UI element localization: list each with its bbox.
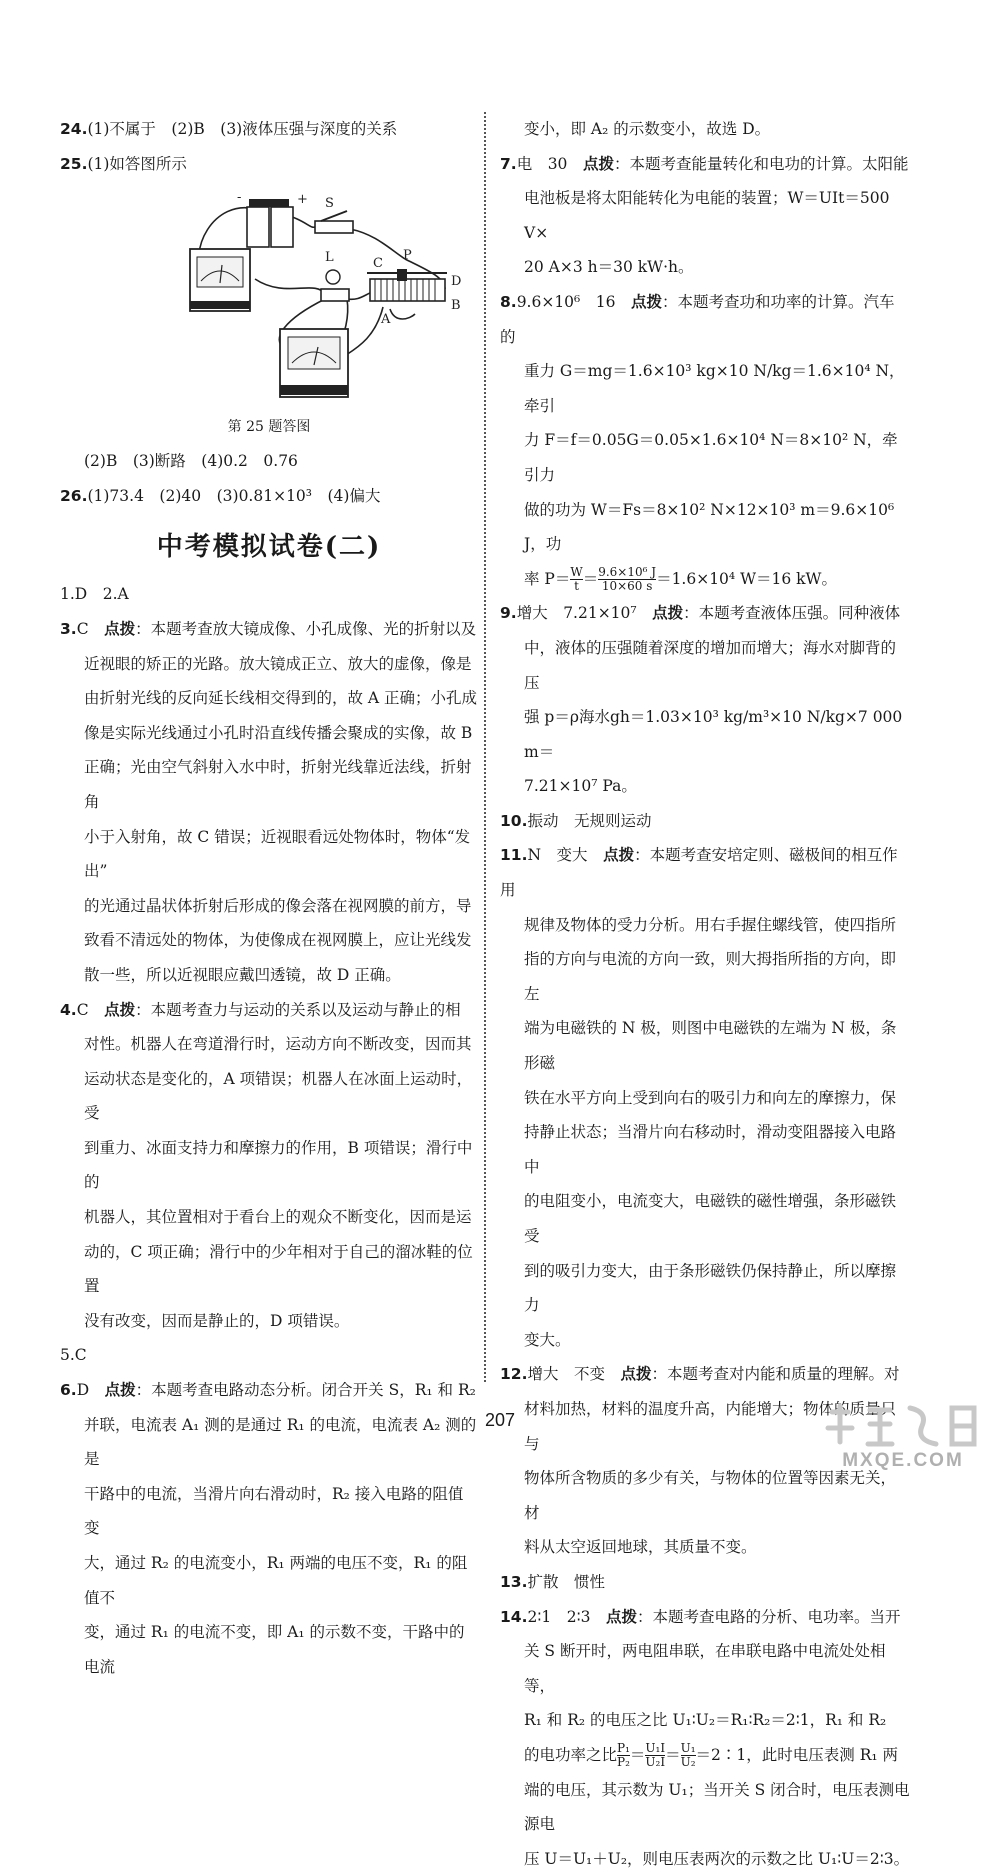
circuit-figure (175, 189, 475, 404)
lamp (321, 270, 349, 301)
wire (390, 309, 415, 319)
answer-14: 14.2∶1 2∶3 点拨：本题考查电路的分析、电功率。当开 关 S 断开时，两电阻串联，在串联电路中电流处处相等， R₁ 和 R₂ 的电压之比 U₁∶U₂＝R₁∶R₂＝2∶1，R₁ 和 R₂ 的电功率之比 $\frac{\text{P₁}}{\text{P₂}}$ ＝ $\frac{\text{U₁I}}{\text{U₂I}}$ ＝ $\frac{\text{U₁}}{\text{U₂}}$ ＝2∶1，此时电压表测 R₁ 两 端的电压，其示数为 U₁；当开关 S 闭合时，电压表测电源电 压 U＝U₁＋U₂，则电压表两次的示数之比 U₁∶U＝2∶3。 (500, 1606, 910, 1868)
wire (255, 279, 325, 294)
battery-plus-label: + (297, 192, 308, 208)
column-divider (484, 112, 486, 1382)
right-column (500, 112, 910, 1876)
answer-1-2: 1.D 2.A (60, 585, 129, 604)
rheostat-a-label: A (381, 312, 391, 328)
answer-25: 25.(1)如答图所示 (60, 154, 187, 173)
answer-6-cont: 变小，即 A₂ 的示数变小，故选 D。 (524, 120, 771, 138)
ammeter (190, 249, 250, 311)
answer-13: 13.扩散 惯性 (500, 1572, 605, 1591)
circuit-diagram (175, 189, 475, 404)
power-ratio-formula: 的电功率之比 $\frac{\text{P₁}}{\text{P₂}}$ ＝ $\frac{\text{U₁I}}{\text{U₂I}}$ ＝ $\frac{\text{U₁}}{\text{U₂}}$ ＝2∶1，此时电压表测 R₁ 两 (524, 1741, 899, 1770)
answer-9: 9.增大 7.21×10⁷ 点拨：本题考查液体压强。同种液体 中，液体的压强随着深度的增加而增大；海水对脚背的压 强 p＝ρ海水gh＝1.03×10³ kg/m³×10 N/kg×7 000 m＝ 7.21×10⁷ Pa。 (500, 603, 903, 796)
battery (247, 199, 293, 247)
power-formula: 率 P＝ $\frac{W}{t}$ ＝ $\frac{\text{9.6×10⁶ J}}{10\times 60 s}$ ＝1.6×10⁴ W＝16 kW。 (524, 565, 837, 594)
answer-11: 11.N 变大 点拨：本题考查安培定则、磁极间的相互作用 规律及物体的受力分析。用右手握住螺线管，使四指所 指的方向与电流的方向一致，则大拇指所指的方向，即左 端为电磁铁的 N 极，则图中电磁铁的左端为 N 极，条形磁 铁在水平方向上受到向右的吸引力和向左的摩擦力，保 持静止状态；当滑片向右移动时，滑动变阻器接入电路中 的电阻变小，电流变大，电磁铁的磁性增强，条形磁铁受 到的吸引力变大，由于条形磁铁仍保持静止，所以摩擦力 变大。 (500, 845, 898, 1349)
answer-5: 5.C (60, 1346, 87, 1365)
answer-10: 10.振动 无规则运动 (500, 811, 652, 830)
answer-6: 6.D 点拨：本题考查电路动态分析。闭合开关 S，R₁ 和 R₂ 并联，电流表 A₁ 测的是通过 R₁ 的电流，电流表 A₂ 测的是 干路中的电流，当滑片向右滑动时，R₂ 接入电路的阻值变 大，通过 R₂ 的电流变小，R₁ 两端的电压不变，R₁ 的阻值不 变，通过 R₁ 的电流不变，即 A₁ 的示数不变，干路中的电流 (60, 1380, 477, 1676)
fraction: $\frac{\text{U₁I}}{\text{U₂I}}$ (645, 1741, 666, 1770)
figure-caption: 第 25 题答图 (227, 419, 311, 436)
watermark (818, 1402, 988, 1474)
answer-3: 3.C 点拨：本题考查放大镜成像、小孔成像、光的折射以及 近视眼的矫正的光路。放大镜成正立、放大的虚像，像是 由折射光线的反向延长线相交得到的，故 A 正确；小孔成 像是实际光线通过小孔时沿直线传播会聚成的实像，故 B 正确；光由空气斜射入水中时，折射光线靠近法线，折射角 小于入射角，故 C 错误；近视眼看远处物体时，物体“发出” 的光通过晶状体折射后形成的像会落在视网膜的前方，导 致看不清远处的物体，为使像成在视网膜上，应让光线发 散一些，所以近视眼应戴凹透镜，故 D 正确。 (60, 618, 478, 984)
rheostat-c-label: C (373, 256, 383, 272)
watermark-text: MXQE.COM (842, 1450, 964, 1471)
switch-label: S (325, 196, 334, 212)
wire (343, 307, 383, 357)
answer-4: 4.C 点拨：本题考查力与运动的关系以及运动与静止的相 对性。机器人在弯道滑行时，运动方向不断改变，因而其 运动状态是变化的，A 项错误；机器人在冰面上运动时，受 到重力、冰面支持力和摩擦力的作用，B 项错误；滑行中的 机器人，其位置相对于看台上的观众不断变化，因而是运 动的，C 项正确；滑行中的少年相对于自己的溜冰鞋的位置 没有改变，因而是静止的，D 项错误。 (60, 999, 473, 1330)
answer-25-cont: (2)B (3)断路 (4)0.2 0.76 (84, 452, 298, 471)
rheostat-d-label: D (451, 274, 462, 290)
rheostat (367, 269, 447, 301)
section-title: 中考模拟试卷(二) (156, 532, 382, 563)
fraction: $\frac{\text{9.6×10⁶ J}}{10\times 60 s}$ (598, 565, 657, 594)
left-column (60, 112, 478, 1684)
rheostat-p-label: P (403, 248, 412, 264)
fraction: $\frac{W}{t}$ (570, 565, 583, 594)
answer-26: 26.(1)73.4 (2)40 (3)0.81×10³ (4)偏大 (60, 486, 381, 505)
battery-minus-label: - (237, 190, 242, 206)
answer-24: 24.(1)不属于 (2)B (3)液体压强与深度的关系 (60, 120, 398, 138)
fraction: $\frac{\text{P₁}}{\text{P₂}}$ (617, 1741, 630, 1770)
watermark-logo-icon (818, 1402, 988, 1452)
fraction: $\frac{\text{U₁}}{\text{U₂}}$ (680, 1741, 696, 1770)
answer-12: 12.增大 不变 点拨：本题考查对内能和质量的理解。对 材料加热，材料的温度升高，内能增大；物体的质量只与 物体所含物质的多少有关，与物体的位置等因素无关，材 料从太空返回地球，其质量不变。 (500, 1364, 900, 1557)
wire (350, 229, 405, 259)
switch (315, 211, 353, 233)
rheostat-b-label: B (451, 298, 461, 314)
voltmeter (280, 329, 348, 397)
answer-8: 8.9.6×10⁶ 16 点拨：本题考查功和功率的计算。汽车的 重力 G＝mg＝1.6×10³ kg×10 N/kg＝1.6×10⁴ N，牵引 力 F＝f＝0.05G＝0.05×1.6×10⁴ N＝8×10² N，牵引力 做的功为 W＝Fs＝8×10² N×12×10³ m＝9.6×10⁶ J，功 率 P＝ $\frac{W}{t}$ ＝ $\frac{\text{9.6×10⁶ J}}{10\times 60 s}$ ＝1.6×10⁴ W＝16 kW。 (500, 285, 910, 596)
lamp-label: L (325, 250, 334, 266)
answer-7: 7.电 30 点拨：本题考查能量转化和电功的计算。太阳能 电池板是将太阳能转化为电能的装置；W＝UIt＝500 V× 20 A×3 h＝30 kW·h。 (500, 153, 909, 277)
page-number: 207 (484, 1410, 516, 1430)
